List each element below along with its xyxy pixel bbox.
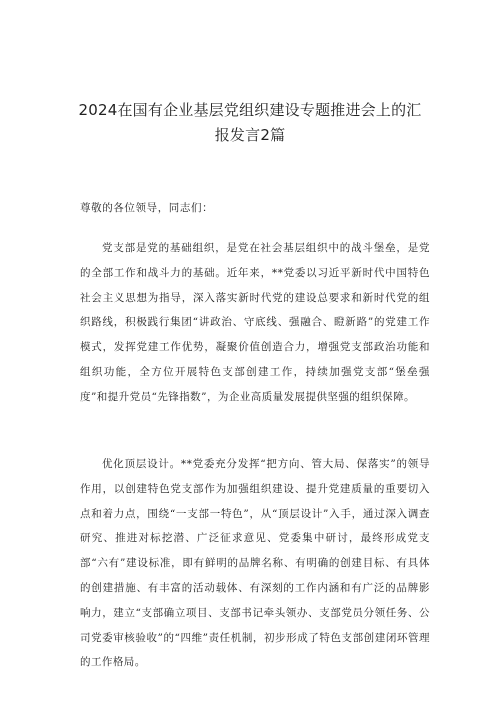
salutation: 尊敬的各位领导，同志们： [80, 202, 214, 214]
document-title-line-1: 2024在国有企业基层党组织建设专题推进会上的汇 [78, 101, 422, 119]
paragraph-1: 党支部是党的基础组织，是党在社会基层组织中的战斗堡垒，是党的全部工作和战斗力的基础。近年来，**党委以习近平新时代中国特色社会主义思想为指导，深入落实新时代党的建设总要求和新时代党的组织路线，积极践行集团“讲政治、守底线、强融合、瞪新路”的党建工作模式，发挥党建工作优势，凝聚价值创造合力，增强党支部政治功能和组织功能，全方位开展特色支部创建工作，持续加强党支部“堡垒强度”和提升党员“先锋指数”，为企业高质量发展提供坚强的组织保障。 [80, 242, 430, 403]
document-title-line-2: 报发言2篇 [214, 126, 286, 144]
paragraph-2: 优化顶层设计。**党委充分发挥“把方向、管大局、保落实”的领导作用，以创建特色党支部作为加强组织建设、提升党建质量的重要切入点和着力点，围绕“一支部一特色”，从“顶层设计”入手，通过深入调查研究、推进对标挖潜、广泛征求意见、党委集中研讨，最终形成党支部“六有”建设标准，即有鲜明的品牌名称、有明确的创建目标、有具体的创建措施、有丰富的活动载体、有深刻的工作内涵和有广泛的品牌影响力，建立“支部确立项目、支部书记牵头领办、支部党员分领任务、公司党委审核验收”的“四维”责任机制，初步形成了特色支部创建闭环管理的工作格局。 [80, 458, 430, 669]
